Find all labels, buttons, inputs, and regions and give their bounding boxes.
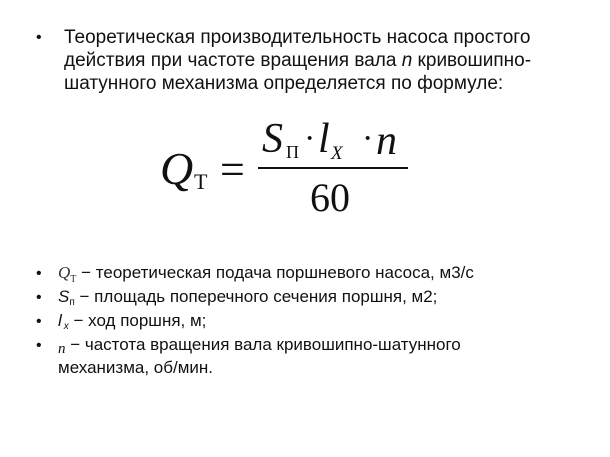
formula-n-symbol: n [376, 118, 397, 164]
legend-subscript-q: Т [70, 274, 77, 285]
bullet-icon: • [36, 337, 42, 354]
legend-text-n: − частота вращения вала кривошипно-шатунного [65, 335, 461, 354]
legend-line [58, 334, 596, 357]
intro-line-2-start: действия при частоте вращения вала [64, 50, 402, 71]
legend-subscript-s: п [69, 297, 75, 308]
intro-line-2-end: кривошипно- [412, 50, 532, 71]
legend-item-l [36, 310, 596, 334]
formula-denominator: 60 [310, 175, 350, 220]
legend-item-q [36, 262, 596, 286]
formula-dot-2: · [362, 120, 374, 157]
formula-l-symbol: l [318, 116, 330, 162]
intro-line-3: шатунного механизма определяется по формуле: [64, 73, 504, 94]
intro-line-2 [64, 49, 596, 72]
legend-subscript-l: x [63, 321, 69, 332]
formula-fraction-bar [258, 167, 408, 169]
intro-variable-n: n [401, 50, 413, 71]
legend-line [58, 262, 596, 286]
legend-body-l [58, 310, 596, 334]
legend-line [58, 286, 596, 310]
legend-body-s [58, 286, 596, 310]
legend-body-q [58, 262, 596, 286]
intro-line-1: Теоретическая производительность насоса простого [64, 27, 531, 48]
formula [158, 116, 418, 228]
legend-line [58, 310, 596, 334]
legend-text-s: − площадь поперечного сечения поршня, м2; [74, 287, 438, 306]
formula-q-symbol: Q [160, 143, 194, 194]
intro-text [64, 26, 596, 95]
formula-s-subscript: П [286, 142, 299, 162]
bullet-icon: • [36, 29, 42, 46]
intro-paragraph [36, 26, 596, 95]
formula-q-subscript: Т [194, 169, 208, 194]
legend-symbol-q: Q [58, 263, 71, 282]
legend-line-2: механизма, об/мин. [58, 358, 214, 377]
legend-item-s [36, 286, 596, 310]
formula-numerator [262, 118, 422, 164]
formula-l-subscript: X [331, 143, 343, 164]
bullet-icon: • [36, 289, 42, 306]
legend-symbol-n: n [58, 341, 66, 357]
legend-body-n [58, 334, 596, 378]
bullet-icon: • [36, 265, 42, 282]
legend-text-q: − теоретическая подача поршневого насоса, м3/с [76, 263, 474, 282]
legend-symbol-s: S [58, 287, 70, 306]
formula-dot-1: · [304, 120, 316, 157]
formula-s-symbol: S [262, 116, 283, 162]
formula-equals: = [220, 145, 245, 194]
bullet-icon: • [36, 313, 42, 330]
legend-symbol-l: l [58, 311, 62, 330]
legend-text-l: − ход поршня, м; [68, 311, 207, 330]
legend-item-n [36, 334, 596, 378]
